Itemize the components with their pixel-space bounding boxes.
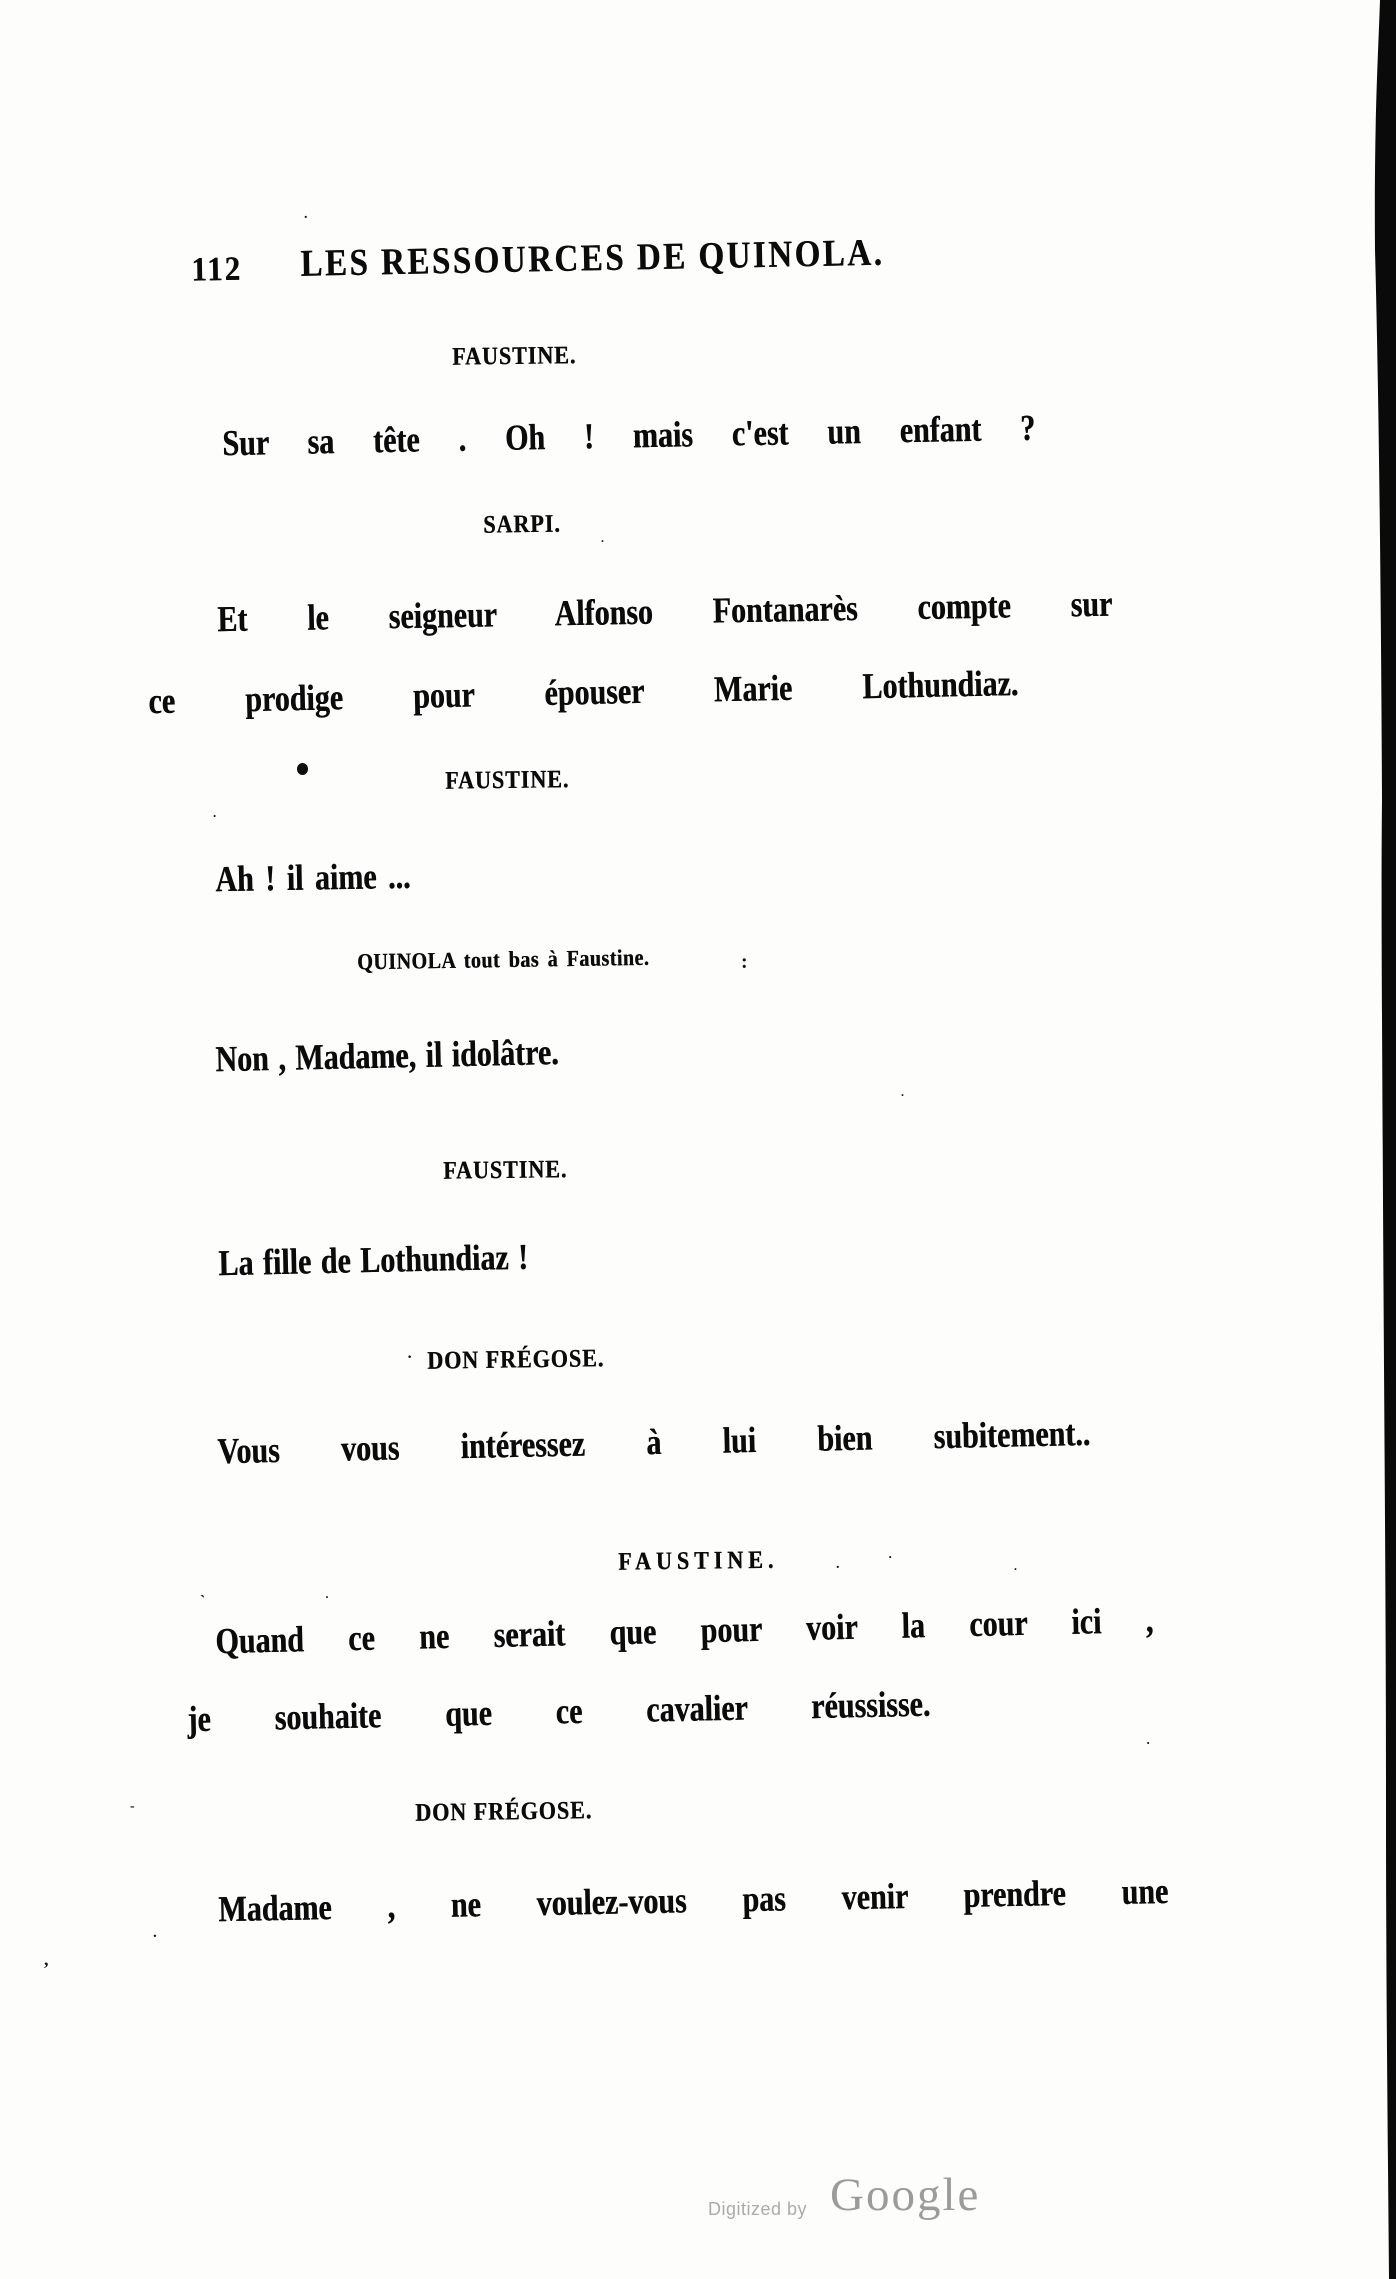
speaker-heading: FAUSTINE. bbox=[442, 1154, 568, 1185]
ink-speck: · bbox=[888, 1549, 893, 1564]
speaker-heading: FAUSTINE. bbox=[444, 764, 570, 795]
dialogue-line: Non , Madame, il idolâtre. bbox=[214, 1032, 559, 1080]
speaker-heading: FAUSTINE. bbox=[451, 340, 577, 371]
ink-speck: · bbox=[325, 1590, 330, 1604]
dialogue-line: Et le seigneur Alfonso Fontanarès compte sur bbox=[216, 583, 1113, 640]
dialogue-line: Sur sa tête . Oh ! mais c'est un enfant ? bbox=[221, 407, 1036, 464]
ink-speck: . bbox=[1014, 1559, 1017, 1573]
ink-speck: . bbox=[901, 1085, 904, 1099]
ink-speck: : bbox=[741, 951, 748, 973]
running-title: LES RESSOURCES DE QUINOLA. bbox=[299, 232, 885, 286]
ink-speck: , bbox=[44, 1949, 49, 1969]
ink-speck: · bbox=[1146, 1735, 1151, 1750]
ink-speck: - bbox=[130, 1799, 135, 1814]
ink-speck: . bbox=[153, 1925, 157, 1941]
google-logo: Google bbox=[830, 2169, 981, 2221]
ink-speck: . bbox=[836, 1557, 840, 1572]
dialogue-line: je souhaite que ce cavalier réussisse. bbox=[186, 1684, 931, 1740]
speaker-heading: FAUSTINE. bbox=[617, 1544, 779, 1576]
ink-speck: . bbox=[601, 531, 604, 545]
dialogue-line: La fille de Lothundiaz ! bbox=[217, 1237, 529, 1284]
speaker-heading: SARPI. bbox=[482, 508, 561, 539]
page-number: 112 bbox=[190, 248, 243, 289]
ink-speck: · bbox=[407, 1349, 413, 1366]
ink-dot bbox=[297, 763, 308, 775]
dialogue-line: Madame , ne voulez-vous pas venir prendre une bbox=[217, 1871, 1169, 1930]
stage-direction: QUINOLA tout bas à Faustine. bbox=[356, 945, 650, 976]
ink-speck: ` bbox=[200, 1593, 206, 1610]
dialogue-line: Vous vous intéressez à lui bien subitement.. bbox=[216, 1413, 1091, 1472]
digitized-by-label: Digitized by bbox=[708, 2199, 808, 2219]
speaker-heading: DON FRÉGOSE. bbox=[426, 1343, 605, 1375]
speaker-heading: DON FRÉGOSE. bbox=[414, 1795, 593, 1827]
dialogue-line: Quand ce ne serait que pour voir la cour ici , bbox=[214, 1600, 1154, 1662]
ink-speck: . bbox=[213, 805, 217, 820]
dialogue-line: Ah ! il aime ... bbox=[214, 856, 411, 900]
dialogue-line: ce prodige pour épouser Marie Lothundiaz. bbox=[147, 663, 1019, 722]
ink-speck: . bbox=[304, 207, 308, 222]
